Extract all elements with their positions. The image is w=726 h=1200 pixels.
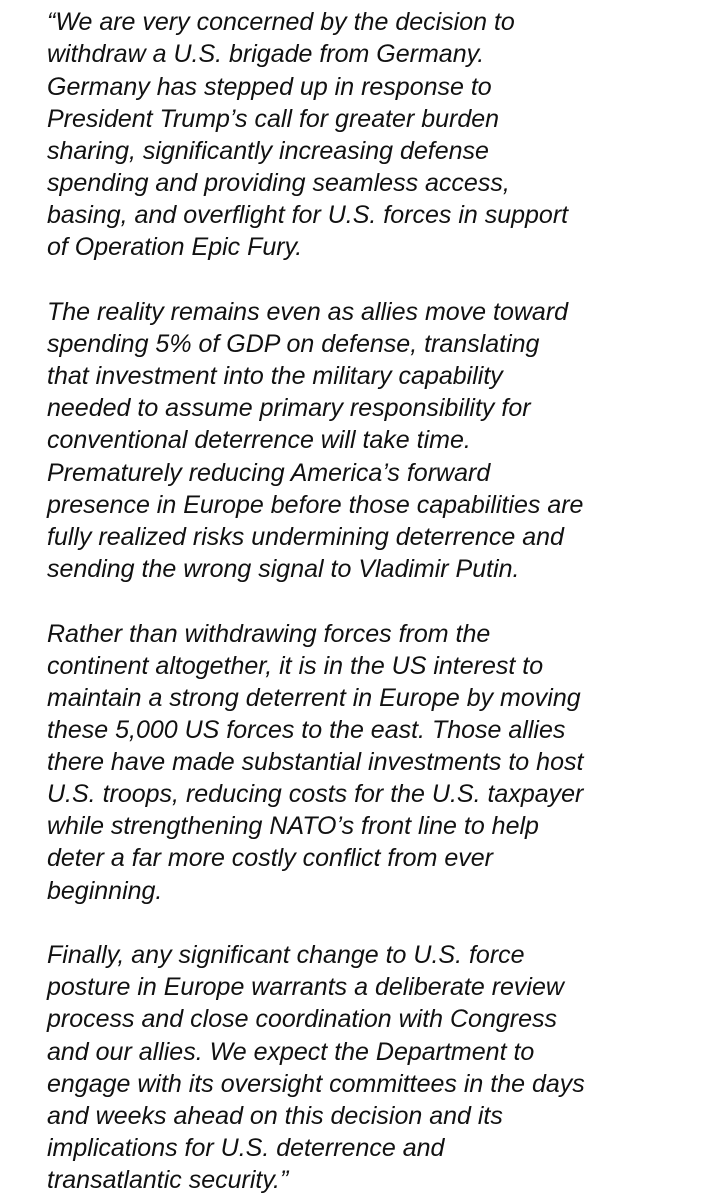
paragraph-2-line-9: sending the wrong signal to Vladimir Putin. xyxy=(47,555,520,583)
paragraph-1-line-2: withdraw a U.S. brigade from Germany. xyxy=(47,40,485,68)
paragraph-1-line-3: Germany has stepped up in response to xyxy=(47,73,492,101)
paragraph-3-line-3: maintain a strong deterrent in Europe by moving xyxy=(47,684,581,712)
paragraph-2-line-7: presence in Europe before those capabilities are xyxy=(47,491,584,519)
paragraph-2-line-8: fully realized risks undermining deterrence and xyxy=(47,523,564,551)
paragraph-4-line-5: engage with its oversight committees in the days xyxy=(47,1070,585,1098)
paragraph-4-line-4: and our allies. We expect the Department to xyxy=(47,1038,535,1066)
paragraph-2-line-4: needed to assume primary responsibility for xyxy=(47,394,531,422)
paragraph-4-line-6: and weeks ahead on this decision and its xyxy=(47,1102,503,1130)
paragraph-1-line-7: basing, and overflight for U.S. forces in support xyxy=(47,201,569,229)
paragraph-4-line-2: posture in Europe warrants a deliberate review xyxy=(47,973,564,1001)
paragraph-3-line-6: U.S. troops, reducing costs for the U.S. taxpayer xyxy=(47,780,584,808)
paragraph-3-line-8: deter a far more costly conflict from ever xyxy=(47,844,493,872)
paragraph-1-line-8: of Operation Epic Fury. xyxy=(47,233,303,261)
paragraph-1-line-1: “We are very concerned by the decision to xyxy=(47,8,515,36)
paragraph-3-line-7: while strengthening NATO’s front line to help xyxy=(47,812,539,840)
paragraph-2-line-1: The reality remains even as allies move toward xyxy=(47,298,569,326)
paragraph-4-line-7: implications for U.S. deterrence and xyxy=(47,1134,445,1162)
paragraph-2-line-3: that investment into the military capability xyxy=(47,362,503,390)
paragraph-4-line-1: Finally, any significant change to U.S. force xyxy=(47,941,525,969)
paragraph-3-line-2: continent altogether, it is in the US interest to xyxy=(47,652,544,680)
paragraph-3-line-1: Rather than withdrawing forces from the xyxy=(47,620,491,648)
paragraph-2-line-5: conventional deterrence will take time. xyxy=(47,426,471,454)
paragraph-3-line-4: these 5,000 US forces to the east. Those allies xyxy=(47,716,566,744)
paragraph-2-line-6: Prematurely reducing America’s forward xyxy=(47,459,491,487)
paragraph-2-line-2: spending 5% of GDP on defense, translating xyxy=(47,330,540,358)
paragraph-4-line-3: process and close coordination with Congress xyxy=(47,1005,557,1033)
paragraph-1-line-6: spending and providing seamless access, xyxy=(47,169,510,197)
paragraph-1-line-4: President Trump’s call for greater burden xyxy=(47,105,500,133)
paragraph-4-line-8: transatlantic security.” xyxy=(47,1166,289,1194)
paragraph-1-line-5: sharing, significantly increasing defense xyxy=(47,137,489,165)
paragraph-3-line-9: beginning. xyxy=(47,877,163,905)
paragraph-3-line-5: there have made substantial investments to host xyxy=(47,748,584,776)
